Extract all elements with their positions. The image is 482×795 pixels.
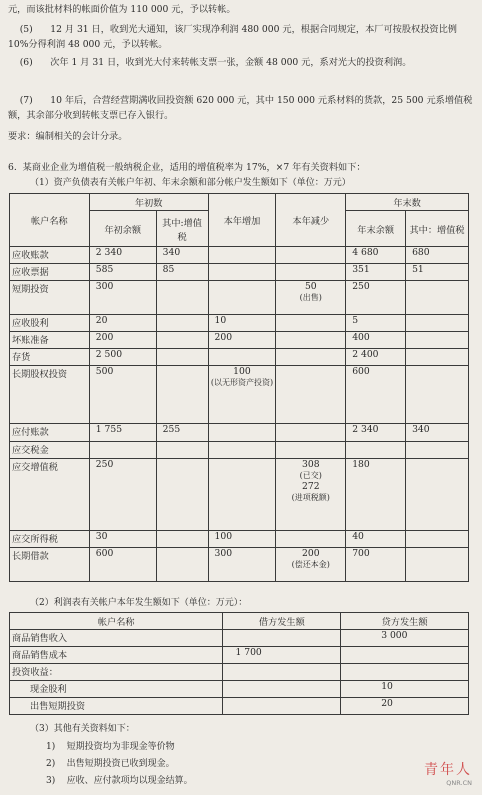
cell-account: 短期投资	[10, 281, 90, 315]
decrease-value: 200	[302, 548, 320, 559]
cell-begin-vat	[156, 548, 208, 582]
table-row	[10, 247, 469, 264]
cell-increase	[208, 366, 276, 424]
cell-decrease	[276, 349, 346, 366]
table-row	[10, 647, 469, 664]
cell-begin-vat	[156, 281, 208, 315]
header-increase: 本年增加	[208, 194, 276, 247]
cell-end-vat	[406, 548, 469, 582]
table-row	[10, 459, 469, 531]
decrease-value-2: 272	[302, 481, 320, 492]
header-credit: 贷方发生额	[341, 613, 469, 630]
cell-end-balance: 4 680	[346, 247, 406, 264]
header-begin-vat: 其中:增值税	[156, 211, 208, 247]
header-account: 帐户名称	[10, 613, 223, 630]
cell-account: 应收股利	[10, 315, 90, 332]
table-row	[10, 424, 469, 442]
table-row	[10, 630, 469, 647]
cell-decrease	[276, 315, 346, 332]
cell-account: 长期股权投资	[10, 366, 90, 424]
table-row	[10, 698, 469, 715]
cell-end-vat	[406, 315, 469, 332]
cell-end-balance: 250	[346, 281, 406, 315]
cell-end-vat	[406, 349, 469, 366]
table-row	[10, 315, 469, 332]
cell-end-vat: 340	[406, 424, 469, 442]
cell-begin-vat	[156, 349, 208, 366]
table-row	[10, 548, 469, 582]
requirement: 要求：编制相关的会计分录。	[8, 131, 128, 142]
cell-begin-vat	[156, 531, 208, 548]
cell-begin-balance: 300	[89, 281, 156, 315]
cell-end-vat	[406, 459, 469, 531]
header-begin-balance: 年初余额	[89, 211, 156, 247]
paragraph-7: (7) 10 年后，合营经营期满收回投资额 620 000 元，其中 150 000 元系材料的货款，25 500 元系增值税额，其余部分收到转帐支票已存入银行。	[8, 95, 473, 121]
cell-account: 坏账准备	[10, 332, 90, 349]
cell-credit	[341, 647, 469, 664]
cell-decrease	[276, 281, 346, 315]
cell-credit: 20	[341, 698, 469, 715]
watermark	[424, 759, 472, 787]
cell-increase: 100	[208, 531, 276, 548]
cell-begin-balance: 250	[89, 459, 156, 531]
cell-begin-vat	[156, 459, 208, 531]
cell-end-balance: 351	[346, 264, 406, 281]
cell-decrease	[276, 548, 346, 582]
increase-value: 100	[233, 366, 251, 377]
cell-account: 出售短期投资	[10, 698, 223, 715]
cell-end-vat	[406, 281, 469, 315]
subsection-1-title: （1）资产负债表有关帐户年初、年末余额和部分帐户发生额如下（单位：万元）	[30, 178, 351, 188]
cell-debit	[223, 664, 341, 681]
decrease-value: 308	[302, 459, 320, 470]
cell-end-vat	[406, 332, 469, 349]
cell-end-balance: 700	[346, 548, 406, 582]
cell-begin-balance: 500	[89, 366, 156, 424]
cell-begin-balance: 20	[89, 315, 156, 332]
header-account: 帐户名称	[10, 194, 90, 247]
table-row	[10, 264, 469, 281]
table-row	[10, 531, 469, 548]
cell-decrease	[276, 531, 346, 548]
cell-account: 存货	[10, 349, 90, 366]
cell-end-balance: 2 340	[346, 424, 406, 442]
cell-debit	[223, 630, 341, 647]
subsection-3-title: （3）其他有关资料如下：	[30, 724, 135, 734]
cell-begin-vat: 340	[156, 247, 208, 264]
table-row	[10, 366, 469, 424]
cell-begin-balance: 585	[89, 264, 156, 281]
header-end-vat: 其中：增值税	[406, 211, 469, 247]
cell-end-vat	[406, 442, 469, 459]
table-row	[10, 681, 469, 698]
cell-decrease	[276, 424, 346, 442]
income-table	[9, 612, 469, 715]
cell-begin-vat: 255	[156, 424, 208, 442]
cell-decrease	[276, 442, 346, 459]
cell-increase	[208, 281, 276, 315]
cell-increase	[208, 459, 276, 531]
header-debit: 借方发生额	[223, 613, 341, 630]
cell-increase	[208, 349, 276, 366]
cell-decrease	[276, 332, 346, 349]
cell-decrease	[276, 459, 346, 531]
table-row	[10, 281, 469, 315]
cell-increase: 300	[208, 548, 276, 582]
cell-end-balance: 2 400	[346, 349, 406, 366]
cell-begin-vat	[156, 366, 208, 424]
cell-begin-vat	[156, 332, 208, 349]
decrease-note-2: (进项税额)	[291, 493, 330, 502]
header-begin-group: 年初数	[89, 194, 208, 211]
cell-increase: 200	[208, 332, 276, 349]
balance-table	[9, 193, 469, 582]
cell-credit: 10	[341, 681, 469, 698]
header-end-balance: 年末余额	[346, 211, 406, 247]
cell-begin-vat	[156, 315, 208, 332]
decrease-value: 50	[304, 281, 317, 292]
cell-begin-balance: 200	[89, 332, 156, 349]
watermark-name: 青年人	[424, 762, 472, 778]
cell-end-balance: 40	[346, 531, 406, 548]
cell-begin-vat: 85	[156, 264, 208, 281]
header-end-group: 年末数	[346, 194, 469, 211]
subsection-2-title: （2）利润表有关帐户本年发生额如下（单位：万元）：	[30, 598, 248, 608]
table-row	[10, 349, 469, 366]
cell-account: 商品销售成本	[10, 647, 223, 664]
cell-increase	[208, 247, 276, 264]
cell-increase	[208, 442, 276, 459]
cell-decrease	[276, 366, 346, 424]
cell-account: 应付账款	[10, 424, 90, 442]
cell-account: 投资收益：	[10, 664, 223, 681]
cell-end-balance: 400	[346, 332, 406, 349]
cell-account: 长期借款	[10, 548, 90, 582]
cell-decrease	[276, 264, 346, 281]
decrease-note: (出售)	[299, 293, 322, 302]
cell-account: 现金股利	[10, 681, 223, 698]
paragraph-6: (6) 次年 1 月 31 日，收到光大付来转帐支票一张，金额 48 000 元，系对光大的投资利润。	[8, 57, 412, 68]
cell-credit	[341, 664, 469, 681]
header-decrease: 本年减少	[276, 194, 346, 247]
cell-account: 商品销售收入	[10, 630, 223, 647]
cell-end-balance: 600	[346, 366, 406, 424]
cell-end-vat: 51	[406, 264, 469, 281]
note-item: 3) 应收、应付款项均以现金结算。	[46, 776, 193, 786]
cell-decrease	[276, 247, 346, 264]
cell-account: 应交税金	[10, 442, 90, 459]
table-row	[10, 442, 469, 459]
table-row	[10, 664, 469, 681]
note-item: 2) 出售短期投资已收到现金。	[46, 759, 175, 769]
question-6-title: 6. 某商业企业为增值税一般纳税企业，适用的增值税率为 17%，×7 年有关资料如下：	[8, 162, 366, 173]
cell-end-vat: 680	[406, 247, 469, 264]
cell-begin-vat	[156, 442, 208, 459]
cell-begin-balance: 600	[89, 548, 156, 582]
cell-debit: 1 700	[223, 647, 341, 664]
cell-debit	[223, 681, 341, 698]
table-row	[10, 332, 469, 349]
cell-begin-balance: 2 500	[89, 349, 156, 366]
cell-begin-balance: 1 755	[89, 424, 156, 442]
watermark-url: QNR.CN	[446, 779, 472, 787]
cell-begin-balance	[89, 442, 156, 459]
cell-account: 应交增值税	[10, 459, 90, 531]
cell-increase	[208, 264, 276, 281]
cell-end-vat	[406, 531, 469, 548]
cell-end-balance	[346, 442, 406, 459]
increase-note: (以无形资产投资)	[210, 378, 274, 387]
cell-account: 应收票据	[10, 264, 90, 281]
cell-debit	[223, 698, 341, 715]
cell-credit: 3 000	[341, 630, 469, 647]
cell-end-vat	[406, 366, 469, 424]
cell-begin-balance: 2 340	[89, 247, 156, 264]
cell-end-balance: 180	[346, 459, 406, 531]
cell-account: 应交所得税	[10, 531, 90, 548]
decrease-note: (偿还本金)	[291, 560, 330, 569]
cell-increase: 10	[208, 315, 276, 332]
cell-account: 应收账款	[10, 247, 90, 264]
decrease-note: (已交)	[299, 471, 322, 480]
note-item: 1) 短期投资均为非现金等价物	[46, 742, 175, 752]
paragraph-5: (5) 12 月 31 日，收到光大通知，该厂实现净利润 480 000 元，根据合同规定，本厂可按股权投资比例 10%分得利润 48 000 元，予以转帐。	[8, 24, 460, 50]
intro-line: 元，而该批材料的帐面价值为 110 000 元，予以转帐。	[8, 4, 236, 15]
cell-increase	[208, 424, 276, 442]
cell-end-balance: 5	[346, 315, 406, 332]
cell-begin-balance: 30	[89, 531, 156, 548]
